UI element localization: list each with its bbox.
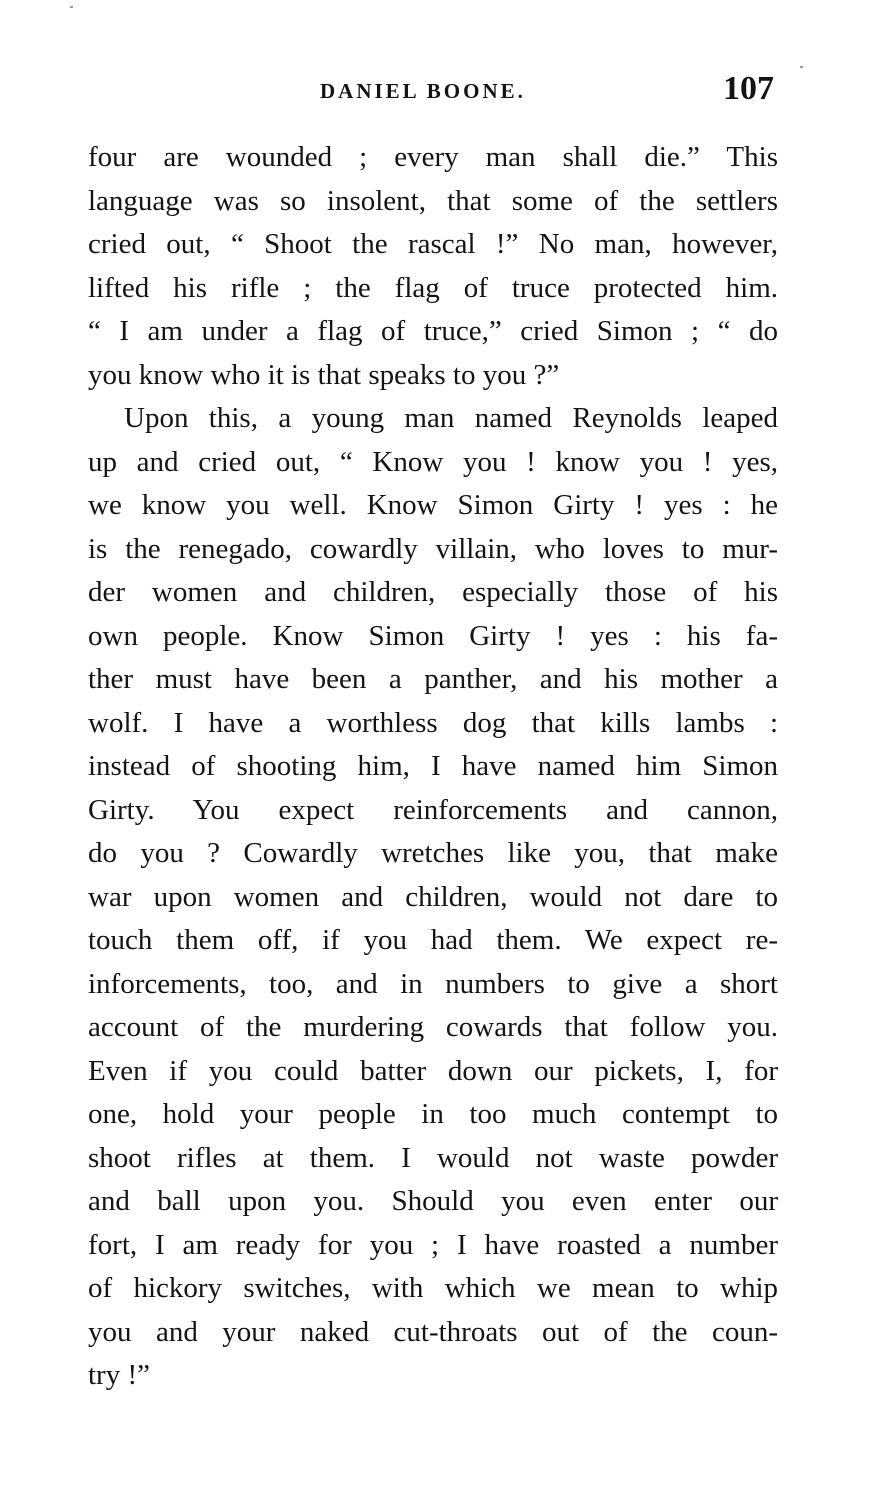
text-line: of hickory switches, with which we mean to whip [88, 1272, 778, 1304]
text-line: der women and children, especially those of his [88, 576, 778, 608]
text-line: we know you well. Know Simon Girty ! yes : he [88, 489, 778, 521]
running-head: DANIEL BOONE. [320, 79, 526, 103]
text-line: try !” [88, 1359, 150, 1391]
text-line: and ball upon you. Should you even enter our [88, 1185, 778, 1217]
text-line: Even if you could batter down our pickets, I, for [88, 1054, 778, 1087]
text-line: own people. Know Simon Girty ! yes : his fa- [88, 619, 778, 652]
scan-speck [800, 66, 803, 68]
page-header [88, 68, 782, 116]
text-line: ther must have been a panther, and his mother a [88, 663, 778, 695]
text-line: Girty. You expect reinforcements and cannon, [88, 793, 778, 826]
page-number: 107 [723, 70, 774, 107]
text-line: war upon women and children, would not dare to [88, 880, 778, 913]
text-line: is the renegado, cowardly villain, who loves to mur- [88, 532, 778, 565]
text-line: Upon this, a young man named Reynolds leaped [124, 402, 778, 434]
text-line: lifted his rifle ; the flag of truce protected him. [88, 271, 778, 304]
text-line: account of the murdering cowards that follow you. [88, 1011, 778, 1043]
text-line: instead of shooting him, I have named him Simon [88, 750, 778, 782]
text-line: cried out, “ Shoot the rascal !” No man, however, [88, 228, 778, 260]
text-line: up and cried out, “ Know you ! know you ! yes, [88, 445, 778, 478]
text-line: one, hold your people in too much contempt to [88, 1098, 778, 1130]
text-line: do you ? Cowardly wretches like you, that make [88, 837, 778, 869]
text-line: fort, I am ready for you ; I have roasted a number [88, 1228, 778, 1261]
text-line: wolf. I have a worthless dog that kills lambs : [88, 706, 778, 739]
body-text [88, 136, 778, 1398]
text-line: you and your naked cut-throats out of the coun- [88, 1315, 778, 1348]
text-line: touch them off, if you had them. We expect re- [88, 924, 778, 956]
scan-speck [70, 6, 73, 8]
text-line: inforcements, too, and in numbers to give a short [88, 967, 778, 1000]
text-line: language was so insolent, that some of the settlers [88, 184, 778, 217]
text-line: shoot rifles at them. I would not waste powder [88, 1141, 778, 1174]
text-line: “ I am under a flag of truce,” cried Simon ; “ do [88, 315, 778, 347]
text-line: you know who it is that speaks to you ?” [88, 358, 560, 391]
text-line: four are wounded ; every man shall die.” This [88, 141, 778, 173]
